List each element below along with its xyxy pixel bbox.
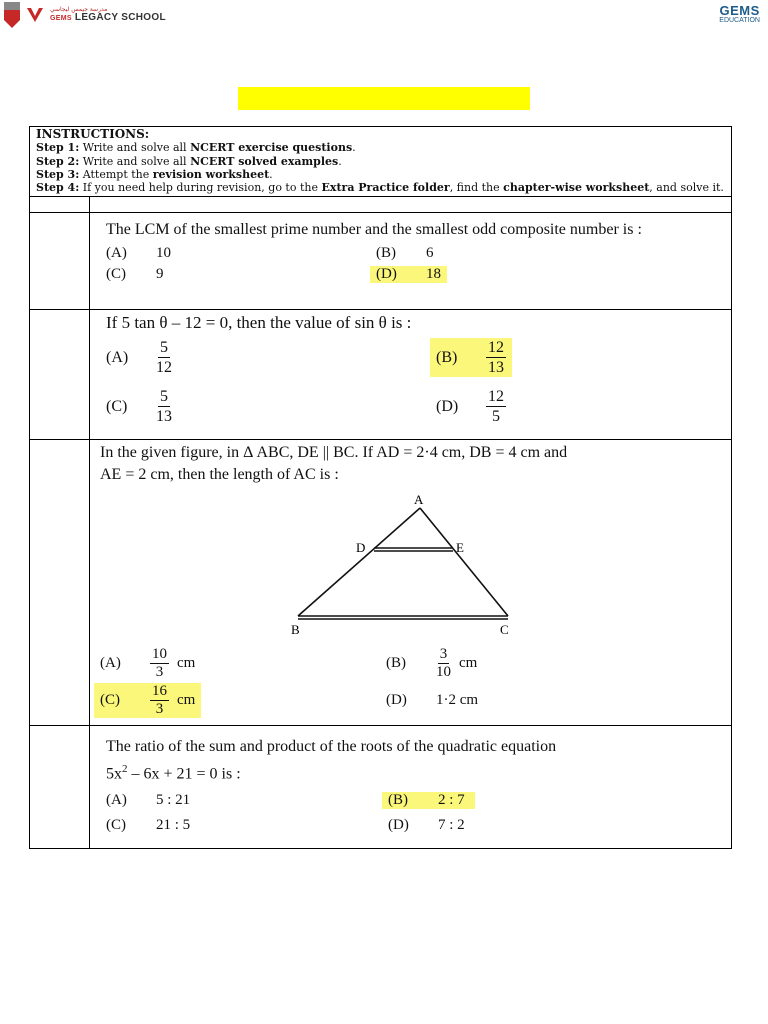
option-c bbox=[106, 387, 436, 426]
denominator: 13 bbox=[488, 359, 504, 377]
option-label: (A) bbox=[106, 245, 127, 262]
option-label: (D) bbox=[436, 397, 459, 415]
denominator: 3 bbox=[155, 664, 164, 681]
option-c bbox=[106, 817, 388, 834]
option-b bbox=[386, 646, 731, 681]
option-b bbox=[376, 245, 731, 262]
option-a bbox=[106, 792, 388, 809]
fraction bbox=[486, 338, 506, 377]
shield-icon bbox=[4, 2, 20, 28]
options-grid bbox=[90, 786, 731, 840]
step-end: . bbox=[352, 141, 356, 155]
step-text: , find the bbox=[449, 181, 504, 195]
options-grid bbox=[90, 334, 731, 432]
question-text-line: AE = 2 cm, then the length of AC is : bbox=[100, 466, 339, 484]
question-3 bbox=[90, 440, 732, 726]
numerator: 12 bbox=[488, 388, 504, 406]
question-1 bbox=[90, 213, 732, 310]
step-bold: NCERT exercise questions bbox=[190, 141, 353, 155]
fraction bbox=[150, 646, 169, 681]
triangle-figure bbox=[276, 492, 536, 642]
step-text: Write and solve all bbox=[79, 154, 191, 168]
option-label: (A) bbox=[100, 655, 121, 672]
question-text-line: The ratio of the sum and product of the roots of the quadratic equation bbox=[106, 738, 557, 756]
option-label: (B) bbox=[436, 348, 458, 366]
option-label: (B) bbox=[388, 791, 408, 808]
fraction bbox=[486, 387, 506, 426]
gems-wordmark: GEMS bbox=[719, 3, 760, 18]
header-question-cell bbox=[90, 197, 732, 213]
vertex-label-b: B bbox=[291, 622, 300, 638]
gems-subtitle: EDUCATION bbox=[719, 17, 760, 24]
step-bold: NCERT solved examples bbox=[190, 154, 339, 168]
step-bold: revision worksheet bbox=[152, 167, 270, 181]
options-grid bbox=[90, 241, 731, 289]
option-c bbox=[106, 266, 376, 283]
vertex-label-e: E bbox=[456, 540, 464, 556]
fraction bbox=[436, 646, 451, 681]
question-text bbox=[90, 440, 731, 486]
school-name bbox=[50, 13, 166, 23]
step-end: . bbox=[269, 167, 273, 181]
option-value: 21 : 5 bbox=[156, 816, 191, 833]
step-label: Step 3: bbox=[36, 167, 80, 181]
step-label: Step 2: bbox=[36, 154, 80, 168]
header-number-cell bbox=[30, 197, 90, 213]
option-value: 6 bbox=[426, 245, 434, 262]
option-label: (A) bbox=[106, 791, 127, 808]
school-logo bbox=[4, 2, 166, 28]
school-arabic-name: مدرسة جيمس ليجاسي bbox=[50, 6, 108, 13]
option-a bbox=[100, 646, 386, 681]
option-label: (C) bbox=[100, 692, 120, 709]
instruction-step-2 bbox=[36, 155, 725, 168]
option-value: 9 bbox=[156, 266, 164, 283]
option-label: (D) bbox=[388, 816, 409, 833]
option-value: 18 bbox=[426, 266, 441, 283]
option-b bbox=[388, 792, 731, 809]
equation-term: 5x bbox=[106, 765, 122, 783]
option-label: (D) bbox=[386, 692, 407, 709]
step-label: Step 1: bbox=[36, 141, 80, 155]
side-ac bbox=[420, 508, 508, 616]
numerator: 3 bbox=[439, 646, 448, 663]
question-number-cell bbox=[30, 726, 90, 849]
question-text-line: In the given figure, in Δ ABC, DE || BC. If AD = 2·4 cm, DB = 4 cm and bbox=[100, 444, 568, 462]
v-emblem-icon bbox=[26, 6, 44, 24]
option-label: (C) bbox=[106, 397, 128, 415]
equation-exponent: 2 bbox=[122, 763, 128, 776]
question-number-cell bbox=[30, 213, 90, 310]
fraction bbox=[150, 683, 169, 718]
worksheet-table bbox=[29, 126, 732, 849]
title-highlight-bar bbox=[238, 87, 530, 110]
option-value: 10 bbox=[156, 245, 171, 262]
question-equation bbox=[106, 758, 731, 785]
step-end: . bbox=[338, 154, 342, 168]
option-value: 2 : 7 bbox=[438, 791, 465, 808]
step-text: Write and solve all bbox=[79, 141, 191, 155]
unit: cm bbox=[177, 655, 196, 672]
option-b bbox=[436, 338, 731, 377]
step-text: Attempt the bbox=[79, 167, 153, 181]
numerator: 12 bbox=[488, 339, 504, 357]
option-label: (C) bbox=[106, 816, 126, 833]
gems-education-logo bbox=[719, 4, 760, 24]
option-value: 7 : 2 bbox=[438, 816, 465, 833]
option-d bbox=[436, 387, 731, 426]
step-end: , and solve it. bbox=[649, 181, 724, 195]
numerator: 16 bbox=[152, 683, 167, 700]
side-ab bbox=[298, 508, 420, 616]
option-label: (D) bbox=[376, 266, 397, 283]
question-text: If 5 tan θ – 12 = 0, then the value of sin θ is : bbox=[106, 313, 412, 333]
option-a bbox=[106, 338, 436, 377]
option-value: 5 : 21 bbox=[156, 791, 191, 808]
option-d bbox=[376, 266, 731, 283]
numerator: 5 bbox=[160, 339, 168, 357]
instructions-title: INSTRUCTIONS: bbox=[36, 127, 150, 141]
answer-highlight bbox=[94, 683, 201, 718]
denominator: 5 bbox=[492, 408, 500, 426]
question-4 bbox=[90, 726, 732, 849]
option-d bbox=[386, 683, 731, 718]
step-bold: Extra Practice folder bbox=[321, 181, 450, 195]
unit: cm bbox=[459, 655, 478, 672]
vertex-label-c: C bbox=[500, 622, 509, 638]
answer-highlight bbox=[430, 338, 512, 377]
option-value: 1·2 cm bbox=[436, 692, 479, 709]
option-c bbox=[100, 683, 386, 718]
vertex-label-d: D bbox=[356, 540, 366, 556]
numerator: 10 bbox=[152, 646, 167, 663]
fraction bbox=[156, 338, 172, 377]
option-label: (B) bbox=[386, 655, 406, 672]
numerator: 5 bbox=[160, 388, 168, 406]
step-bold: chapter-wise worksheet bbox=[503, 181, 650, 195]
option-label: (B) bbox=[376, 245, 396, 262]
answer-highlight bbox=[382, 792, 475, 809]
option-label: (C) bbox=[106, 266, 126, 283]
answer-highlight bbox=[370, 266, 447, 283]
school-name-text: LEGACY SCHOOL bbox=[74, 12, 166, 23]
question-text: The LCM of the smallest prime number and the smallest odd composite number is : bbox=[106, 221, 642, 239]
step-text: If you need help during revision, go to the bbox=[79, 181, 322, 195]
denominator: 12 bbox=[156, 359, 172, 377]
question-number-cell bbox=[30, 440, 90, 726]
question-2 bbox=[90, 310, 732, 440]
school-brand: GEMS bbox=[50, 15, 72, 22]
vertex-label-a: A bbox=[414, 492, 424, 508]
denominator: 3 bbox=[155, 701, 164, 718]
option-d bbox=[388, 817, 731, 834]
options-grid bbox=[90, 642, 731, 724]
question-number-cell bbox=[30, 310, 90, 440]
fraction bbox=[156, 387, 172, 426]
denominator: 13 bbox=[156, 408, 172, 426]
question-text bbox=[90, 726, 731, 785]
unit: cm bbox=[177, 692, 196, 709]
instruction-step-4 bbox=[36, 181, 725, 194]
instruction-step-1 bbox=[36, 141, 725, 154]
option-a bbox=[106, 245, 376, 262]
instruction-step-3 bbox=[36, 168, 725, 181]
instructions-cell bbox=[30, 127, 732, 197]
option-label: (A) bbox=[106, 348, 129, 366]
denominator: 10 bbox=[436, 664, 451, 681]
equation-rest: – 6x + 21 = 0 is : bbox=[127, 765, 241, 783]
step-label: Step 4: bbox=[36, 181, 80, 195]
